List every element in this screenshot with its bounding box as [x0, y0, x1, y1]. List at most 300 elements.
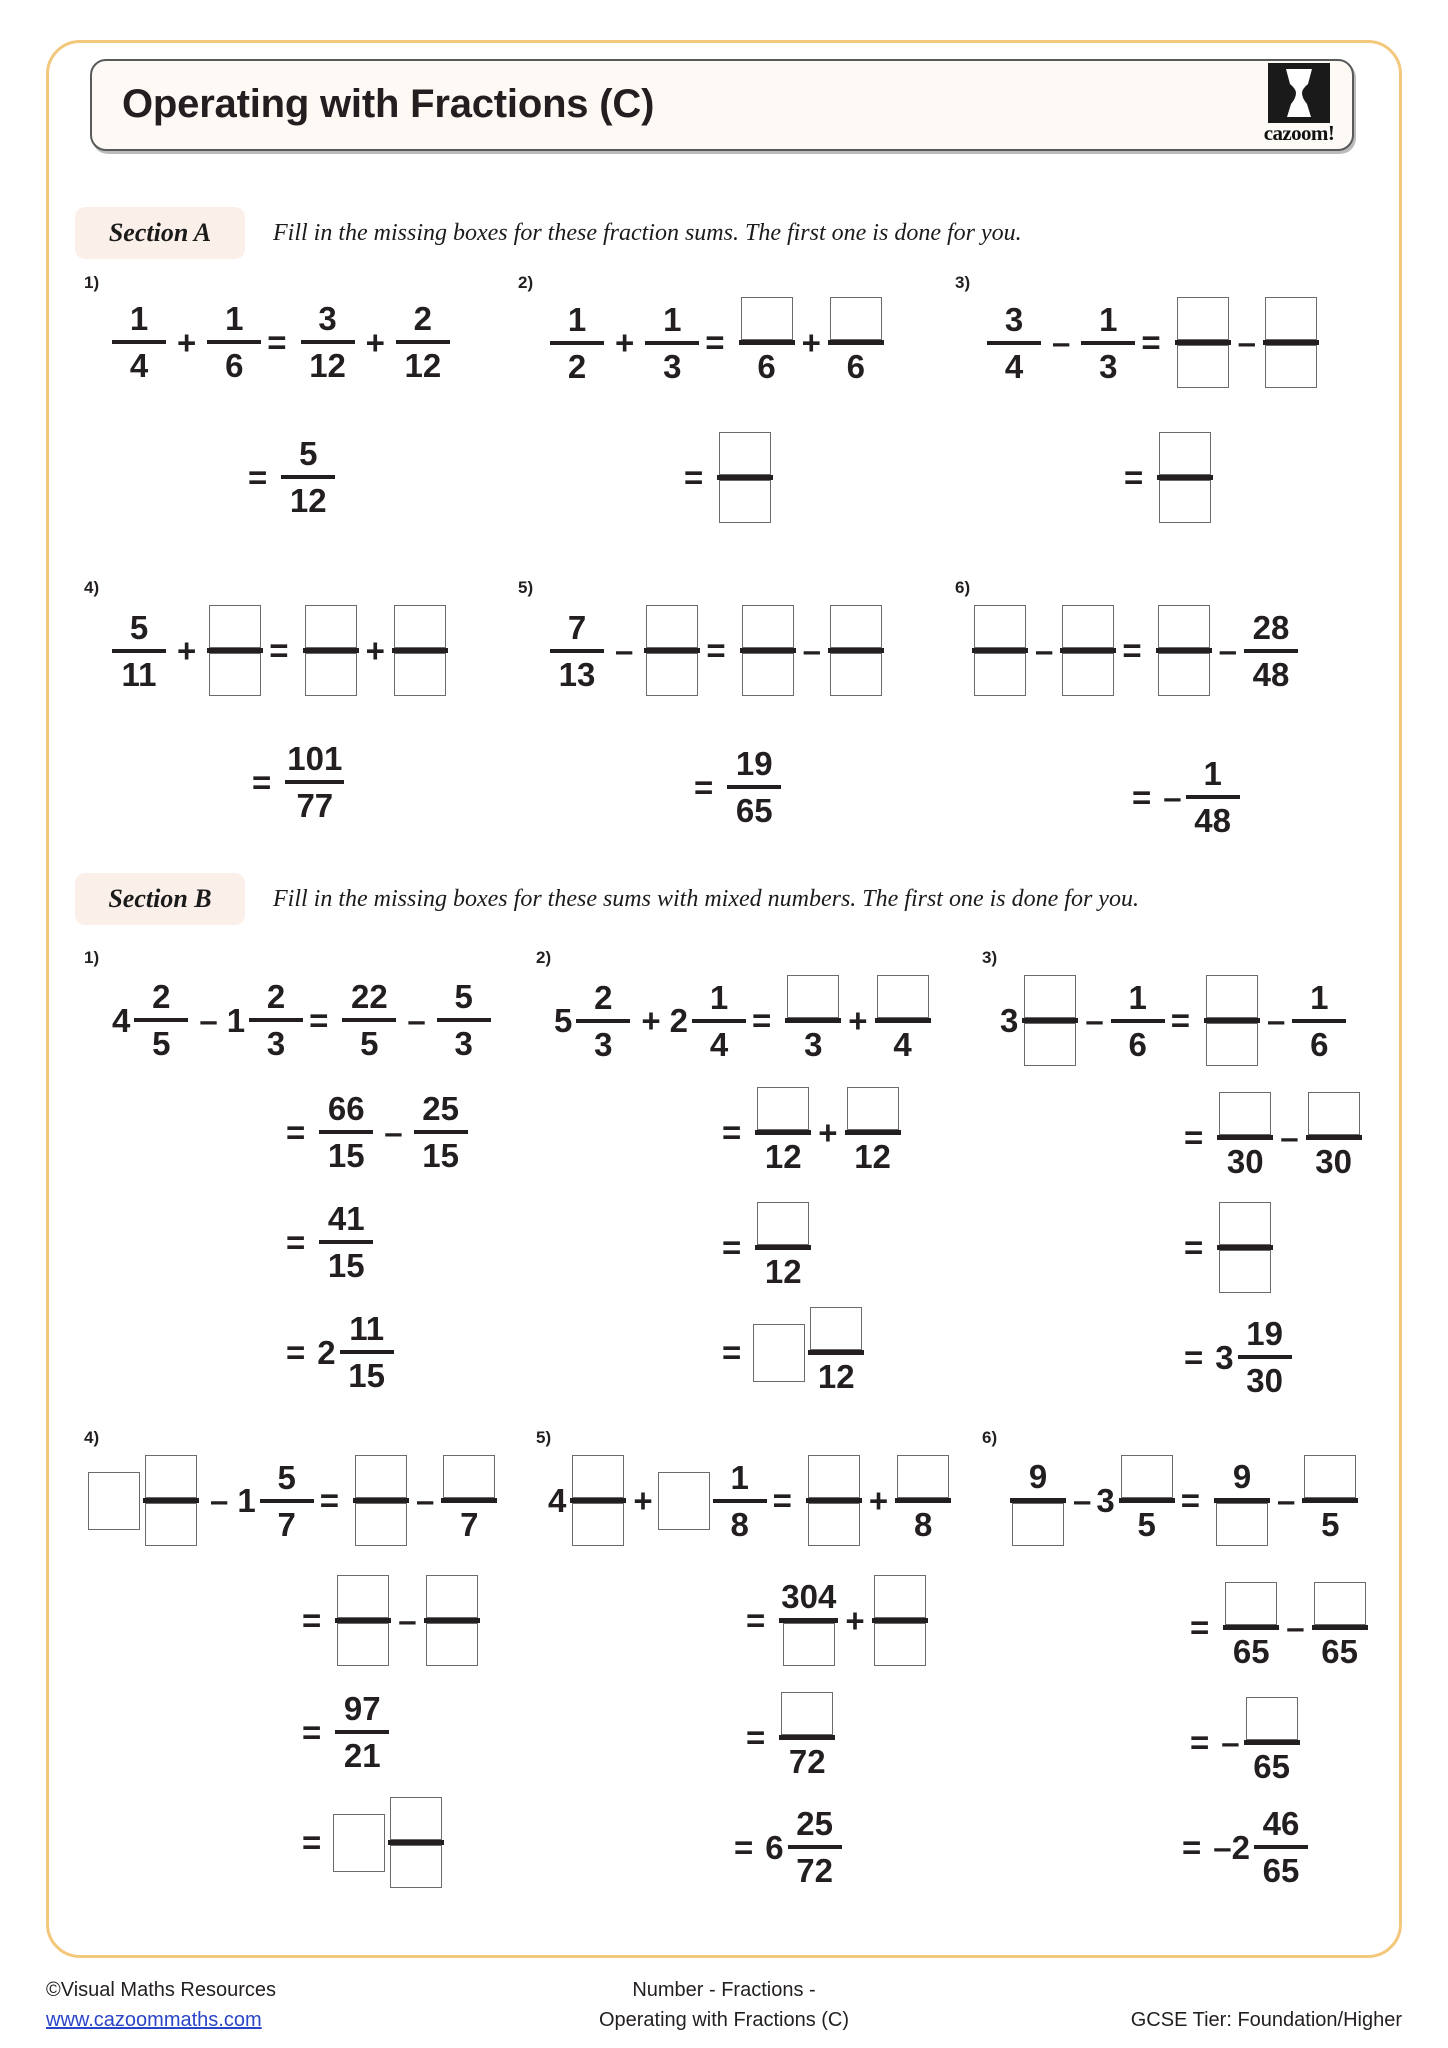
operator-equals: = [302, 1713, 322, 1751]
whole-number: 4 [548, 1482, 567, 1519]
operator-minus: – [1052, 324, 1071, 361]
question-number-b5: 5) [536, 1428, 552, 1447]
answer-box[interactable] [1265, 297, 1317, 340]
answer-box[interactable] [355, 1455, 407, 1498]
answer-box[interactable] [337, 1575, 389, 1618]
fraction-bar [550, 649, 604, 653]
fraction [740, 608, 796, 693]
denominator: 2 [567, 347, 587, 385]
fraction [1244, 1700, 1300, 1785]
fraction-bar [1254, 1845, 1308, 1849]
answer-box[interactable] [1012, 1503, 1064, 1546]
fraction [755, 1205, 811, 1290]
fraction [1111, 979, 1165, 1063]
denominator [740, 656, 796, 693]
operator-minus: – [416, 1482, 435, 1519]
question-number-b1: 1) [84, 948, 100, 967]
numerator [1306, 1095, 1362, 1132]
expression-b6-line4 [1178, 1805, 1310, 1889]
numerator [1175, 300, 1231, 337]
question-number-a1: 1) [84, 273, 100, 292]
fraction [645, 301, 699, 385]
denominator [143, 1506, 199, 1543]
fraction [570, 1458, 626, 1543]
operator-minus: – [1277, 1482, 1296, 1519]
numerator: 25 [422, 1090, 459, 1127]
operator-equals: = [1132, 778, 1152, 816]
operator-minus: – [1267, 1002, 1286, 1039]
answer-box[interactable] [1219, 1092, 1271, 1135]
footer-topic-line1: Number - Fractions - [632, 1979, 816, 2001]
numerator [1223, 1585, 1279, 1622]
fraction-bar [1238, 1355, 1292, 1359]
answer-box[interactable] [1225, 1582, 1277, 1625]
answer-box[interactable] [426, 1623, 478, 1666]
fraction-bar [260, 1499, 314, 1503]
expression-a3-line2 [1120, 435, 1215, 520]
expression-b2-line4 [718, 1310, 866, 1395]
answer-box[interactable] [1265, 345, 1317, 388]
footer-copyright: ©Visual Maths Resources [46, 1979, 277, 2001]
expression-a4-line1 [110, 608, 450, 693]
fraction [249, 978, 303, 1062]
answer-box[interactable] [1177, 345, 1229, 388]
numerator: 3 [1004, 300, 1024, 338]
whole-number: 4 [112, 1001, 131, 1039]
fraction [342, 978, 396, 1062]
fraction-bar [414, 1130, 468, 1134]
answer-box[interactable] [355, 1503, 407, 1546]
numerator: 1 [129, 300, 149, 337]
answer-box[interactable] [1024, 1023, 1076, 1066]
numerator: 5 [129, 608, 149, 646]
denominator: 12 [309, 347, 346, 384]
denominator: 5 [360, 1025, 379, 1062]
answer-box[interactable] [719, 432, 771, 475]
fraction [353, 1458, 409, 1543]
answer-box[interactable] [390, 1845, 442, 1888]
numerator: 1 [709, 978, 729, 1016]
expression-b5-line3 [742, 1695, 837, 1780]
numerator [1060, 608, 1116, 645]
operator-equals: = [1141, 324, 1161, 361]
answer-box[interactable] [1216, 1503, 1268, 1546]
answer-box[interactable] [742, 653, 794, 696]
fraction [424, 1578, 480, 1663]
section-a-instruction: Fill in the missing boxes for these fraction sums. The first one is done for you. [273, 219, 1022, 246]
answer-box[interactable] [394, 605, 446, 648]
answer-box[interactable] [847, 1087, 899, 1130]
operator-minus: – [407, 1001, 426, 1039]
denominator [392, 656, 448, 693]
fraction-bar [1223, 1625, 1279, 1630]
answer-box[interactable] [572, 1455, 624, 1498]
answer-box[interactable] [830, 605, 882, 648]
operator-minus: – [1286, 1609, 1305, 1646]
numerator [1119, 1458, 1175, 1495]
numerator: 1 [225, 300, 244, 337]
answer-box[interactable] [646, 605, 698, 648]
numerator: 41 [327, 1200, 365, 1237]
fraction-bar [441, 1498, 497, 1503]
expression-a4-line2 [248, 740, 346, 824]
denominator [1175, 348, 1231, 385]
numerator: 9 [1232, 1458, 1252, 1495]
fraction [134, 978, 188, 1062]
answer-box[interactable] [646, 653, 698, 696]
denominator: 12 [289, 482, 327, 519]
negative-sign: – [1221, 1724, 1240, 1761]
answer-box[interactable] [1062, 653, 1114, 696]
answer-box[interactable] [974, 653, 1026, 696]
denominator: 3 [1099, 347, 1118, 385]
numerator: 28 [1252, 608, 1290, 646]
denominator: 8 [914, 1506, 933, 1543]
numerator: 2 [266, 978, 286, 1015]
numerator [1022, 978, 1078, 1015]
operator-plus: + [641, 1002, 661, 1039]
denominator: 4 [129, 347, 149, 384]
answer-box[interactable] [810, 1307, 862, 1350]
numerator: 19 [735, 745, 773, 782]
fraction [335, 1690, 389, 1774]
fraction-bar [895, 1498, 951, 1503]
fraction [285, 740, 344, 824]
expression-b2-line3 [718, 1205, 813, 1290]
question-number-a5: 5) [518, 578, 534, 597]
fraction [437, 978, 491, 1062]
denominator: 8 [730, 1505, 749, 1543]
operator-minus: – [1073, 1482, 1092, 1519]
answer-box[interactable] [1121, 1455, 1173, 1498]
whole-number: –2 [1213, 1828, 1250, 1866]
numerator [779, 1695, 835, 1732]
denominator [781, 1626, 837, 1663]
fraction [692, 979, 746, 1063]
answer-box[interactable] [1024, 975, 1076, 1018]
numerator [755, 1205, 811, 1242]
numerator [303, 608, 359, 645]
denominator: 12 [404, 347, 442, 384]
numerator: 5 [299, 435, 318, 472]
expression-a6-line2 [1128, 755, 1242, 839]
answer-box[interactable] [1308, 1092, 1360, 1135]
answer-box[interactable] [1158, 653, 1210, 696]
operator-equals: = [705, 324, 725, 361]
footer-website-link[interactable]: www.cazoommaths.com [46, 2009, 262, 2031]
answer-box[interactable] [1062, 605, 1114, 648]
denominator: 48 [1252, 655, 1290, 693]
numerator: 5 [454, 978, 473, 1015]
answer-box[interactable] [426, 1575, 478, 1618]
numerator: 101 [287, 740, 343, 777]
answer-box[interactable] [390, 1797, 442, 1840]
numerator [806, 1458, 862, 1495]
fraction [1022, 978, 1078, 1063]
operator-plus: + [868, 1482, 889, 1519]
question-number-a4: 4) [84, 578, 100, 597]
answer-box[interactable] [1304, 1455, 1356, 1498]
answer-box[interactable] [808, 1503, 860, 1546]
expression-b2-line1 [554, 978, 933, 1063]
numerator [808, 1310, 864, 1347]
question-number-a6: 6) [955, 578, 971, 597]
answer-box[interactable] [830, 653, 882, 696]
operator-equals: = [746, 1719, 766, 1756]
fraction-bar [437, 1018, 491, 1022]
answer-box[interactable] [741, 297, 793, 340]
numerator [872, 1578, 928, 1615]
question-number-b4: 4) [84, 1428, 100, 1447]
fraction [1302, 1458, 1358, 1543]
numerator: 1 [1310, 978, 1329, 1016]
operator-equals: = [252, 763, 272, 801]
denominator: 65 [1253, 1748, 1290, 1785]
denominator: 30 [1246, 1362, 1283, 1399]
numerator: 1 [1099, 300, 1118, 338]
operator-equals: = [734, 1828, 754, 1866]
answer-box[interactable] [757, 1202, 809, 1245]
answer-box[interactable] [305, 653, 357, 696]
fraction [1238, 1315, 1292, 1399]
operator-equals: = [302, 1824, 322, 1861]
answer-box[interactable] [209, 653, 261, 696]
answer-box[interactable] [783, 1623, 835, 1666]
numerator: 304 [781, 1578, 837, 1615]
numerator [972, 608, 1028, 645]
numerator [353, 1458, 409, 1495]
fraction [1157, 435, 1213, 520]
whole-number: 1 [226, 1001, 246, 1039]
denominator [1060, 656, 1116, 693]
operator-plus: + [615, 324, 635, 361]
answer-box[interactable] [394, 653, 446, 696]
fraction-bar [112, 649, 166, 653]
answer-box[interactable] [781, 1692, 833, 1735]
expression-b1-line2 [282, 1090, 470, 1174]
answer-box[interactable] [877, 975, 929, 1018]
answer-box[interactable] [1158, 605, 1210, 648]
answer-box-whole[interactable] [753, 1324, 805, 1382]
section-a-badge-label: Section A [108, 218, 212, 247]
numerator [1217, 1205, 1273, 1242]
answer-box[interactable] [742, 605, 794, 648]
denominator [207, 656, 263, 693]
operator-minus: – [615, 632, 634, 669]
answer-box[interactable] [1177, 297, 1229, 340]
numerator [441, 1458, 497, 1495]
fraction [779, 1695, 835, 1780]
fraction [301, 300, 355, 384]
question-number-a3: 3) [955, 273, 971, 292]
answer-box[interactable] [719, 480, 771, 523]
operator-equals: = [684, 459, 704, 496]
expression-b6-line3 [1186, 1700, 1302, 1785]
operator-equals: = [1122, 632, 1142, 669]
answer-box[interactable] [1159, 480, 1211, 523]
fraction-bar [788, 1845, 842, 1849]
answer-box[interactable] [830, 297, 882, 340]
fraction [987, 301, 1041, 385]
fraction [845, 1090, 901, 1175]
operator-equals: = [1190, 1724, 1210, 1761]
fraction [1223, 1585, 1279, 1670]
denominator: 11 [121, 655, 157, 693]
answer-box-whole[interactable] [658, 1472, 710, 1530]
answer-box[interactable] [808, 1455, 860, 1498]
denominator: 12 [764, 1138, 802, 1175]
denominator [806, 1506, 862, 1543]
numerator: 1 [663, 300, 682, 338]
operator-minus: – [199, 1001, 218, 1039]
numerator: 9 [1028, 1458, 1048, 1495]
fraction-bar [779, 1735, 835, 1740]
question-number-a2: 2) [518, 273, 534, 292]
operator-plus: + [818, 1114, 838, 1151]
denominator: 72 [788, 1743, 826, 1780]
denominator [972, 656, 1028, 693]
whole-number: 1 [237, 1482, 256, 1519]
fraction [1306, 1095, 1362, 1180]
answer-box[interactable] [1314, 1582, 1366, 1625]
expression-b1-line3 [282, 1200, 375, 1284]
denominator [828, 656, 884, 693]
section-a-header [75, 207, 1375, 259]
fraction-bar [727, 785, 781, 789]
denominator [303, 656, 359, 693]
answer-box[interactable] [209, 605, 261, 648]
numerator: 2 [413, 300, 433, 337]
answer-box[interactable] [1219, 1202, 1271, 1245]
fraction [1186, 755, 1240, 839]
operator-equals: = [248, 458, 268, 496]
fraction-bar [396, 340, 450, 344]
fraction [717, 435, 773, 520]
denominator [335, 1626, 391, 1663]
operator-equals: = [772, 1482, 792, 1519]
denominator: 6 [846, 348, 866, 385]
footer-topic-line2: Operating with Fractions (C) [598, 2009, 850, 2031]
whole-number: 3 [1000, 1002, 1019, 1039]
answer-box[interactable] [305, 605, 357, 648]
expression-b3-line4 [1180, 1315, 1294, 1399]
operator-equals: = [1124, 459, 1144, 496]
denominator: 6 [1128, 1025, 1147, 1063]
answer-box-whole[interactable] [333, 1814, 385, 1872]
operator-minus: – [802, 632, 821, 669]
fraction [1204, 978, 1260, 1063]
fraction [808, 1310, 864, 1395]
whole-number: 2 [669, 1002, 688, 1039]
fraction [281, 435, 335, 519]
denominator: 15 [348, 1357, 385, 1394]
operator-equals: = [1190, 1609, 1210, 1646]
answer-box[interactable] [145, 1503, 197, 1546]
question-number-b3: 3) [982, 948, 998, 967]
answer-box[interactable] [1159, 432, 1211, 475]
fraction [1217, 1205, 1273, 1290]
negative-sign: – [1163, 778, 1182, 816]
numerator [1263, 300, 1319, 337]
denominator: 15 [422, 1137, 459, 1174]
answer-box[interactable] [757, 1087, 809, 1130]
answer-box[interactable] [1206, 975, 1258, 1018]
operator-minus: – [384, 1113, 403, 1151]
cazoom-logo [1258, 63, 1340, 145]
operator-equals: = [752, 1002, 772, 1039]
answer-box[interactable] [443, 1455, 495, 1498]
answer-box[interactable] [337, 1623, 389, 1666]
fraction-bar [335, 1730, 389, 1734]
fraction-bar [987, 341, 1041, 345]
answer-box[interactable] [1206, 1023, 1258, 1066]
operator-minus: – [1035, 632, 1054, 669]
fraction [713, 1459, 767, 1543]
denominator [1010, 1506, 1066, 1543]
answer-box[interactable] [874, 1575, 926, 1618]
fraction [1214, 1458, 1270, 1543]
answer-box[interactable] [974, 605, 1026, 648]
expression-b3-line3 [1180, 1205, 1275, 1290]
cazoom-vase-icon [1282, 68, 1316, 118]
fraction [550, 301, 604, 385]
denominator: 6 [757, 348, 776, 385]
denominator: 65 [1262, 1852, 1300, 1889]
denominator: 3 [663, 347, 682, 385]
answer-box-whole[interactable] [88, 1472, 140, 1530]
page-title: Operating with Fractions (C) [122, 82, 655, 126]
expression-b2-line2 [718, 1090, 903, 1175]
denominator: 6 [225, 347, 244, 384]
fraction-bar [845, 1130, 901, 1135]
fraction-bar [1312, 1625, 1368, 1630]
answer-box[interactable] [787, 975, 839, 1018]
answer-box[interactable] [874, 1623, 926, 1666]
fraction [1156, 608, 1212, 693]
fraction [875, 978, 931, 1063]
fraction [319, 1200, 373, 1284]
answer-box[interactable] [897, 1455, 949, 1498]
numerator [785, 978, 841, 1015]
fraction [303, 608, 359, 693]
denominator: 65 [1321, 1633, 1358, 1670]
answer-box[interactable] [572, 1503, 624, 1546]
answer-box[interactable] [1246, 1697, 1298, 1740]
operator-equals: = [286, 1333, 306, 1371]
fraction-bar [828, 340, 884, 345]
answer-box[interactable] [145, 1455, 197, 1498]
denominator: 13 [558, 655, 596, 693]
fraction-bar [1292, 1019, 1346, 1023]
whole-number: 3 [1215, 1338, 1234, 1376]
expression-b5-line2 [742, 1578, 930, 1663]
denominator: 4 [1004, 347, 1024, 385]
operator-equals: = [722, 1229, 742, 1266]
fraction-bar [1244, 1740, 1300, 1745]
fraction-bar [134, 1018, 188, 1022]
fraction [739, 300, 795, 385]
fraction-bar [1119, 1498, 1175, 1503]
fraction [1263, 300, 1319, 385]
expression-a3-line1 [985, 300, 1321, 385]
fraction [143, 1458, 199, 1543]
numerator [388, 1800, 444, 1837]
denominator [424, 1626, 480, 1663]
answer-box[interactable] [1219, 1250, 1271, 1293]
expression-a6-line1 [970, 608, 1300, 693]
operator-equals: = [269, 632, 289, 669]
operator-minus: – [398, 1602, 417, 1639]
